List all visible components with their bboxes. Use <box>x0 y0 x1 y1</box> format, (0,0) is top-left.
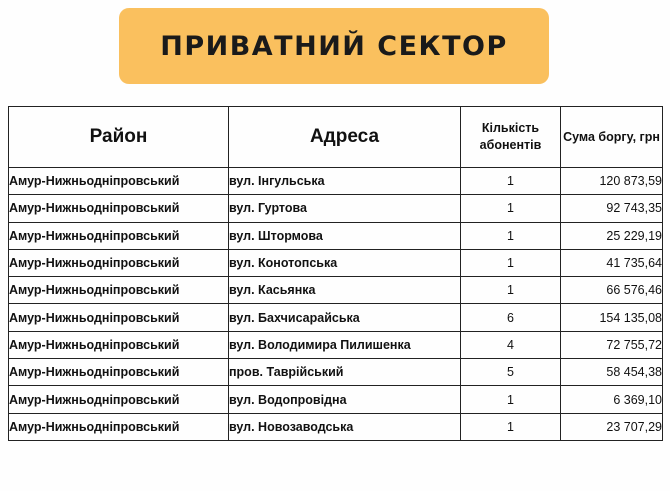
debt-cell: 66 576,46 <box>561 277 663 304</box>
debt-cell: 25 229,19 <box>561 222 663 249</box>
district-cell: Амур-Нижньодніпровський <box>9 359 229 386</box>
address-cell: вул. Новозаводська <box>229 413 461 440</box>
debt-cell: 72 755,72 <box>561 331 663 358</box>
subscribers-cell: 1 <box>461 277 561 304</box>
debt-cell: 58 454,38 <box>561 359 663 386</box>
address-cell: вул. Гуртова <box>229 195 461 222</box>
debt-cell: 92 743,35 <box>561 195 663 222</box>
table-row <box>9 386 663 413</box>
column-header-subscribers: Кількість абонентів <box>461 107 561 168</box>
page-title: ПРИВАТНИЙ СЕКТОР <box>160 30 508 62</box>
table-row <box>9 168 663 195</box>
subscribers-cell: 1 <box>461 195 561 222</box>
subscribers-cell: 1 <box>461 222 561 249</box>
district-cell: Амур-Нижньодніпровський <box>9 168 229 195</box>
address-cell: вул. Володимира Пилишенка <box>229 331 461 358</box>
debt-table <box>8 106 663 441</box>
debt-cell: 120 873,59 <box>561 168 663 195</box>
table-row <box>9 413 663 440</box>
title-banner <box>119 8 549 84</box>
debt-cell: 154 135,08 <box>561 304 663 331</box>
district-cell: Амур-Нижньодніпровський <box>9 386 229 413</box>
address-cell: вул. Інгульська <box>229 168 461 195</box>
address-cell: пров. Таврійський <box>229 359 461 386</box>
table-header-row <box>9 107 663 168</box>
address-cell: вул. Штормова <box>229 222 461 249</box>
table-row <box>9 222 663 249</box>
column-header-debt: Сума боргу, грн <box>561 107 663 168</box>
district-cell: Амур-Нижньодніпровський <box>9 249 229 276</box>
address-cell: вул. Бахчисарайська <box>229 304 461 331</box>
district-cell: Амур-Нижньодніпровський <box>9 195 229 222</box>
debt-cell: 23 707,29 <box>561 413 663 440</box>
debt-cell: 41 735,64 <box>561 249 663 276</box>
subscribers-cell: 1 <box>461 249 561 276</box>
district-cell: Амур-Нижньодніпровський <box>9 222 229 249</box>
table-row <box>9 359 663 386</box>
district-cell: Амур-Нижньодніпровський <box>9 413 229 440</box>
district-cell: Амур-Нижньодніпровський <box>9 331 229 358</box>
address-cell: вул. Касьянка <box>229 277 461 304</box>
district-cell: Амур-Нижньодніпровський <box>9 304 229 331</box>
debt-cell: 6 369,10 <box>561 386 663 413</box>
column-header-district: Район <box>9 107 229 168</box>
subscribers-cell: 5 <box>461 359 561 386</box>
district-cell: Амур-Нижньодніпровський <box>9 277 229 304</box>
table-row <box>9 304 663 331</box>
subscribers-cell: 6 <box>461 304 561 331</box>
table-row <box>9 277 663 304</box>
table-row <box>9 249 663 276</box>
column-header-address: Адреса <box>229 107 461 168</box>
address-cell: вул. Водопровідна <box>229 386 461 413</box>
subscribers-cell: 1 <box>461 413 561 440</box>
subscribers-cell: 4 <box>461 331 561 358</box>
table-row <box>9 331 663 358</box>
subscribers-cell: 1 <box>461 386 561 413</box>
table-row <box>9 195 663 222</box>
subscribers-cell: 1 <box>461 168 561 195</box>
address-cell: вул. Конотопська <box>229 249 461 276</box>
